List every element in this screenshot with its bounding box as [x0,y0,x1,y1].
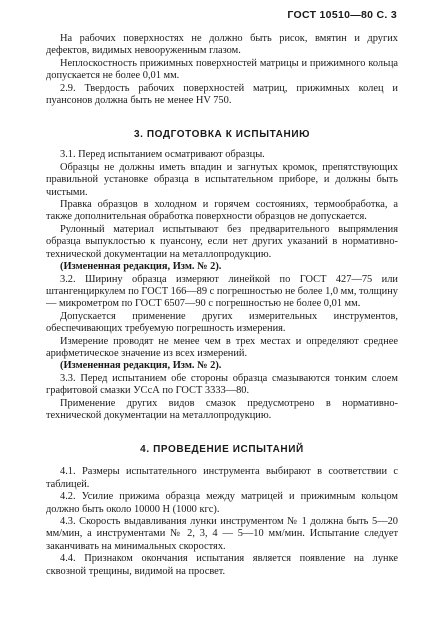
paragraph: Допускается применение других измерительных инструментов, обеспечивающих требуемую погрешность измерения. [46,310,398,335]
paragraph: Рулонный материал испытывают без предварительного выпрямления образца выпуклостью к пуансону, если нет других указаний в нормативно-технической документации на металлопродукцию. [46,223,398,260]
paragraph: 3.3. Перед испытанием обе стороны образца смазываются тонким слоем графитовой смазки УСсА по ГОСТ 3333—80. [46,372,398,397]
paragraph: 4.2. Усилие прижима образца между матрицей и прижимным кольцом должно быть около 10000 Н (1000 кгс). [46,491,398,515]
paragraph: Образцы не должны иметь впадин и загнутых кромок, препятствующих правильной установке образца в испытательном приборе, и должны быть чистыми. [46,161,398,198]
paragraph: 4.1. Размеры испытательного инструмента выбирают в соответствии с таблицей. [46,466,398,490]
amendment-note: (Измененная редакция, Изм. № 2). [60,261,222,273]
running-header: ГОСТ 10510—80 С. 3 [287,9,397,21]
paragraph: Измерение проводят не менее чем в трех местах и определяют среднее арифметическое значение из всех измерений. [46,335,398,359]
paragraph: 4.3. Скорость выдавливания лунки инструментом № 1 должна быть 5—20 мм/мин, а инструментами № 2, 3, 4 — 5—10 мм/мин. Испытание следует заканчивать на минимальных скоростях. [46,516,398,552]
section-heading: 4. ПРОВЕДЕНИЕ ИСПЫТАНИЙ [140,444,304,456]
paragraph: На рабочих поверхностях не должно быть рисок, вмятин и других дефектов, видимых невооруженным глазом. [46,33,398,57]
paragraph: 3.2. Ширину образца измеряют линейкой по ГОСТ 427—75 или штангенциркулем по ГОСТ 166—89 с погрешностью не более 1,0 мм, толщину — микрометром по ГОСТ 6507—90 с погрешностью не более 0,01 мм. [46,273,398,310]
paragraph: Применение других видов смазок предусмотрено в нормативно-технической документации на металлопродукцию. [46,397,398,421]
paragraph: Правка образцов в холодном и горячем состояниях, термообработка, а также дополнительная обработка поверхности образцов не допускается. [46,199,398,223]
paragraph: 2.9. Твердость рабочих поверхностей матриц, прижимных колец и пуансонов должна быть не менее HV 750. [46,82,398,107]
amendment-note: (Измененная редакция, Изм. № 2). [60,360,222,372]
paragraph: Неплоскостность прижимных поверхностей матрицы и прижимного кольца допускается не более 0,01 мм. [46,57,398,82]
paragraph: 4.4. Признаком окончания испытания является появление на лунке сквозной трещины, видимой на просвет. [46,553,398,577]
section-heading: 3. ПОДГОТОВКА К ИСПЫТАНИЮ [133,129,311,141]
document-body [46,33,398,578]
paragraph: 3.1. Перед испытанием осматривают образцы. [60,149,265,161]
